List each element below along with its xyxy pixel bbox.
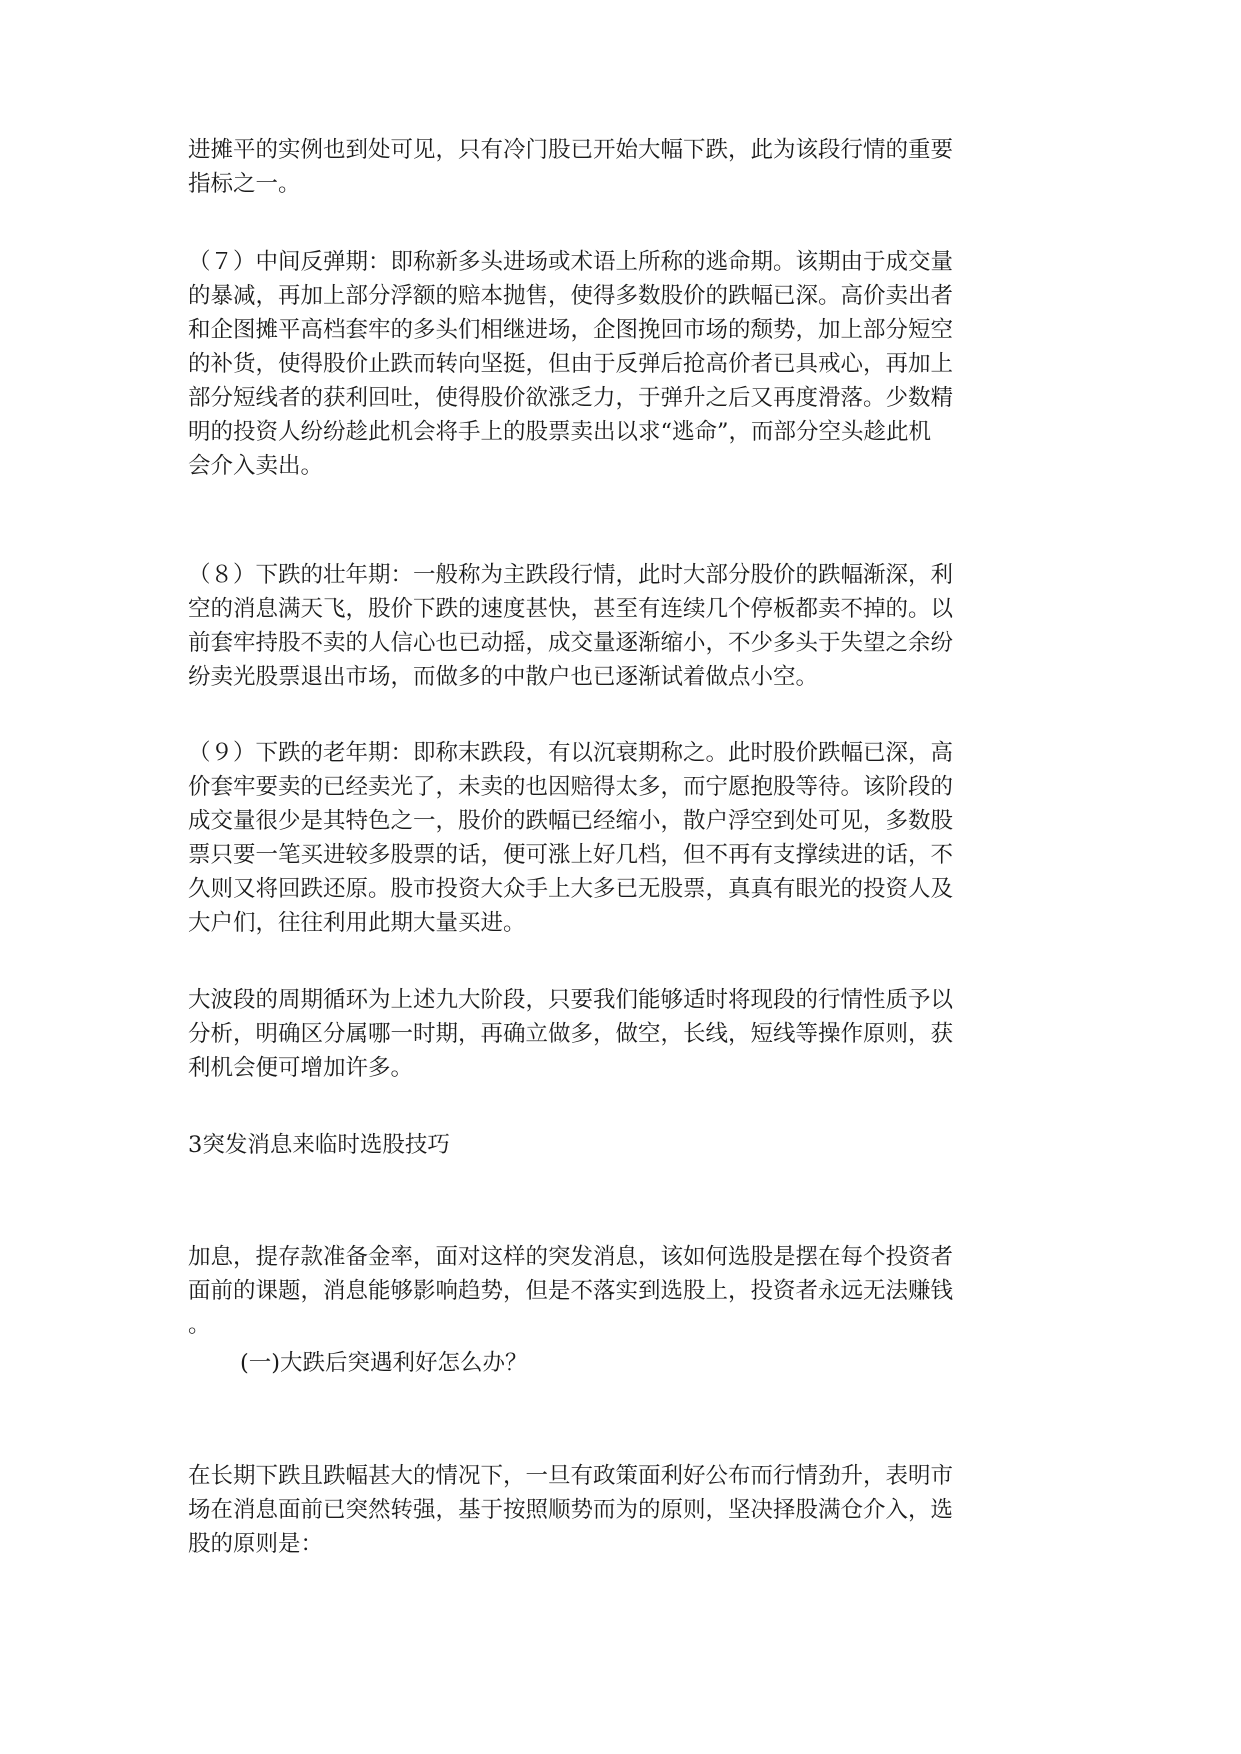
- paragraph-continuation: 进摊平的实例也到处可见，只有冷门股已开始大幅下跌，此为该段行情的重要 指标之一。: [188, 137, 954, 197]
- paragraph-selection-principle: 在长期下跌且跌幅甚大的情况下，一旦有政策面利好公布而行情劲升，表明市 场在消息面前已突然转强，基于按照顺势而为的原则，坚决择股满仓介入，选 股的原则是：: [188, 1463, 954, 1557]
- paragraph-cycle-summary: 大波段的周期循环为上述九大阶段，只要我们能够适时将现段的行情性质予以 分析，明确区分属哪一时期，再确立做多，做空，长线，短线等操作原则，获 利机会便可增加许多。: [188, 987, 954, 1081]
- subsection-heading: (一)大跌后突遇利好怎么办？: [240, 1350, 528, 1376]
- paragraph-stage-9: （９）下跌的老年期：即称末跌段，有以沉衰期称之。此时股价跌幅已深，高 价套牢要卖的已经卖光了，未卖的也因赔得太多，而宁愿抱股等待。该阶段的 成交量很少是其特色之一，股价的跌幅已经缩小，散户浮空到处可见，多数股 票只要一笔买进较多股票的话，便可涨上好几档，但不再有支撑续进的话，不 久则又将回跌还原。股市投资大众手上大多已无股票，真真有眼光的投资人及 大户们，往往利用此期大量买进。: [188, 740, 954, 936]
- paragraph-sudden-news: 加息，提存款准备金率，面对这样的突发消息，该如何选股是摆在每个投资者 面前的课题，消息能够影响趋势，但是不落实到选股上，投资者永远无法赚钱 。: [188, 1244, 954, 1338]
- section-heading: 3突发消息来临时选股技巧: [188, 1132, 450, 1158]
- paragraph-stage-7: （７）中间反弹期：即称新多头进场或术语上所称的逃命期。该期由于成交量 的暴减，再加上部分浮额的赔本抛售，使得多数股价的跌幅已深。高价卖出者 和企图摊平高档套牢的多头们相继进场，企图挽回市场的颓势，加上部分短空 的补货，使得股价止跌而转向坚挺，但由于反弹后抢高价者已具戒心，再加上 部分短线者的获利回吐，使得股价欲涨乏力，于弹升之后又再度滑落。少数精 明的投资人纷纷趁此机会将手上的股票卖出以求“逃命”，而部分空头趁此机 会介入卖出。: [188, 249, 954, 479]
- paragraph-stage-8: （８）下跌的壮年期：一般称为主跌段行情，此时大部分股价的跌幅渐深，利 空的消息满天飞，股价下跌的速度甚快，甚至有连续几个停板都卖不掉的。以 前套牢持股不卖的人信心也已动摇，成交量逐渐缩小，不少多头于失望之余纷 纷卖光股票退出市场，而做多的中散户也已逐渐试着做点小空。: [188, 562, 954, 690]
